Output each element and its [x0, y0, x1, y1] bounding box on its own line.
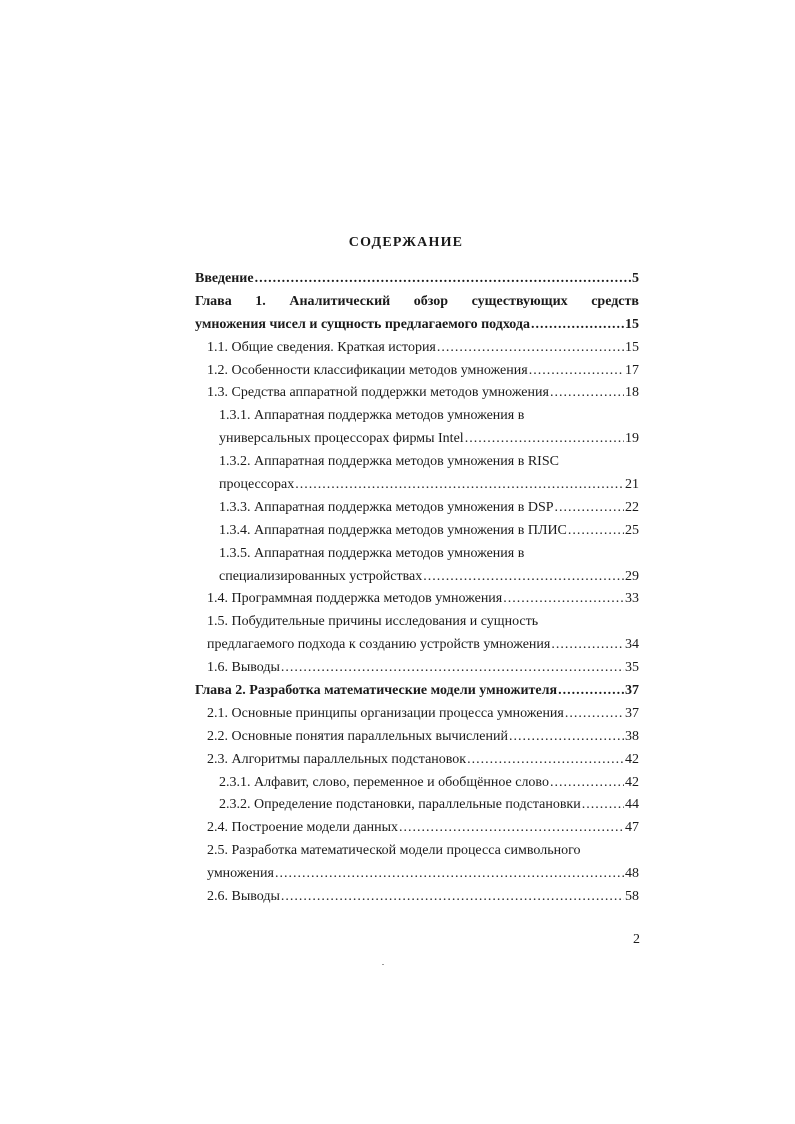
toc-page-number: 29: [625, 568, 639, 584]
leader-dots: [255, 268, 631, 291]
toc-entry-2-3-1[interactable]: [195, 772, 639, 795]
toc-entry-text: 2.5. Разработка математической модели процесса символьного: [207, 843, 581, 859]
toc-entry-1-3-2-cont[interactable]: [195, 474, 639, 497]
leader-dots: [568, 520, 624, 543]
toc-entry-chapter-2[interactable]: [195, 680, 639, 703]
toc-entry-text: 2.3.1. Алфавит, слово, переменное и обобщённое слово: [219, 774, 549, 790]
toc-page-number: 21: [625, 477, 639, 493]
leader-dots: [399, 817, 624, 840]
toc-page-number: 37: [625, 683, 639, 699]
toc-entry-text: 1.3.3. Аппаратная поддержка методов умножения в DSP: [219, 499, 554, 515]
toc-page-number: 38: [625, 728, 639, 744]
leader-dots: [550, 382, 624, 405]
toc-entry-text: 2.2. Основные понятия параллельных вычислений: [207, 728, 508, 744]
leader-dots: [295, 474, 624, 497]
toc-page-number: 15: [625, 316, 639, 332]
leader-dots: [275, 863, 624, 886]
toc-page-number: 42: [625, 751, 639, 767]
toc-page-number: 22: [625, 499, 639, 515]
toc-entry-text: 2.3.2. Определение подстановки, параллельные подстановки: [219, 797, 581, 813]
toc-page-number: 34: [625, 637, 639, 653]
scan-speck: [382, 964, 384, 965]
toc-entry-2-5[interactable]: [195, 840, 639, 863]
toc-entry-2-1[interactable]: [195, 703, 639, 726]
toc-entry-1-3-2[interactable]: [195, 451, 639, 474]
toc-entry-text: 2.4. Построение модели данных: [207, 820, 399, 836]
toc-entry-1-1[interactable]: [195, 337, 639, 360]
table-of-contents: [195, 268, 639, 909]
toc-page-number: 42: [625, 774, 639, 790]
toc-page-number: 44: [625, 797, 639, 813]
leader-dots: [503, 588, 624, 611]
toc-entry-text: 2.3. Алгоритмы параллельных подстановок: [207, 751, 467, 767]
leader-dots: [423, 566, 624, 589]
toc-page-number: 58: [625, 889, 639, 905]
toc-word: Аналитический: [289, 293, 391, 309]
leader-dots: [281, 657, 624, 680]
toc-entry-text: Глава 2. Разработка математические модели умножителя: [195, 683, 558, 699]
toc-entry-text: 1.4. Программная поддержка методов умножения: [207, 591, 503, 607]
toc-entry-1-3-5-cont[interactable]: [195, 566, 639, 589]
toc-entry-text: 1.3. Средства аппаратной поддержки методов умножения: [207, 385, 549, 401]
toc-entry-1-3-5[interactable]: [195, 543, 639, 566]
toc-entry-1-6[interactable]: [195, 657, 639, 680]
toc-entry-2-3[interactable]: [195, 749, 639, 772]
toc-entry-text: предлагаемого подхода к созданию устройств умножения: [207, 637, 551, 653]
toc-entry-text: 1.3.2. Аппаратная поддержка методов умножения в RISC: [219, 454, 559, 470]
toc-entry-text: специализированных устройствах: [219, 568, 423, 584]
leader-dots: [467, 749, 624, 772]
toc-page-number: 35: [625, 660, 639, 676]
leader-dots: [555, 497, 624, 520]
toc-entry-1-4[interactable]: [195, 588, 639, 611]
toc-page-number: 19: [625, 431, 639, 447]
toc-entry-1-3-3[interactable]: [195, 497, 639, 520]
toc-word: Глава: [195, 293, 232, 309]
toc-page-number: 25: [625, 522, 639, 538]
toc-word: обзор: [413, 293, 449, 309]
toc-entry-1-3[interactable]: [195, 382, 639, 405]
leader-dots: [531, 314, 624, 337]
toc-page-number: 15: [625, 339, 639, 355]
toc-page-number: 33: [625, 591, 639, 607]
toc-page-number: 47: [625, 820, 639, 836]
toc-entry-text: процессорах: [219, 477, 295, 493]
toc-entry-chapter-1[interactable]: [195, 291, 639, 314]
toc-entry-2-2[interactable]: [195, 726, 639, 749]
toc-entry-text: умножения чисел и сущность предлагаемого подхода: [195, 316, 530, 332]
toc-page-number: 48: [625, 866, 639, 882]
leader-dots: [281, 886, 624, 909]
leader-dots: [465, 428, 624, 451]
toc-entry-text: 1.1. Общие сведения. Краткая история: [207, 339, 436, 355]
toc-page-number: 5: [632, 271, 639, 286]
leader-dots: [558, 680, 624, 703]
toc-entry-1-2[interactable]: [195, 360, 639, 383]
toc-entry-text: 1.6. Выводы: [207, 660, 280, 676]
toc-entry-text: 2.1. Основные принципы организации процесса умножения: [207, 705, 564, 721]
toc-entry-1-5[interactable]: [195, 611, 639, 634]
toc-entry-2-3-2[interactable]: [195, 794, 639, 817]
leader-dots: [529, 360, 624, 383]
toc-entry-text: умножения: [207, 866, 274, 882]
leader-dots: [509, 726, 624, 749]
leader-dots: [550, 772, 624, 795]
toc-entry-text: универсальных процессорах фирмы Intel: [219, 431, 464, 447]
toc-entry-2-5-cont[interactable]: [195, 863, 639, 886]
toc-entry-text: 1.3.4. Аппаратная поддержка методов умножения в ПЛИС: [219, 522, 567, 538]
page-number: 2: [633, 932, 640, 947]
toc-entry-text: 1.5. Побудительные причины исследования и сущность: [207, 614, 539, 630]
toc-entry-text: 2.6. Выводы: [207, 889, 280, 905]
toc-title: СОДЕРЖАНИЕ: [348, 235, 464, 250]
toc-entry-2-6[interactable]: [195, 886, 639, 909]
leader-dots: [437, 337, 624, 360]
toc-entry-1-3-4[interactable]: [195, 520, 639, 543]
toc-entry-1-5-cont[interactable]: [195, 634, 639, 657]
toc-entry-text: 1.3.5. Аппаратная поддержка методов умножения в: [219, 545, 525, 561]
toc-entry-text: 1.2. Особенности классификации методов умножения: [207, 362, 528, 378]
toc-entry-chapter-1-cont[interactable]: [195, 314, 639, 337]
toc-word: 1.: [255, 293, 266, 309]
toc-word: существующих: [471, 293, 568, 309]
leader-dots: [565, 703, 624, 726]
leader-dots: [551, 634, 624, 657]
toc-entry-text: Введение: [195, 271, 254, 286]
toc-page-number: 18: [625, 385, 639, 401]
toc-entry-2-4[interactable]: [195, 817, 639, 840]
toc-page-number: 17: [625, 362, 639, 378]
toc-entry-intro[interactable]: [195, 268, 639, 291]
toc-word: средств: [591, 293, 639, 309]
toc-entry-1-3-1[interactable]: [195, 405, 639, 428]
toc-page-number: 37: [625, 705, 639, 721]
toc-entry-text: 1.3.1. Аппаратная поддержка методов умножения в: [219, 408, 525, 424]
leader-dots: [582, 794, 624, 817]
toc-entry-1-3-1-cont[interactable]: [195, 428, 639, 451]
